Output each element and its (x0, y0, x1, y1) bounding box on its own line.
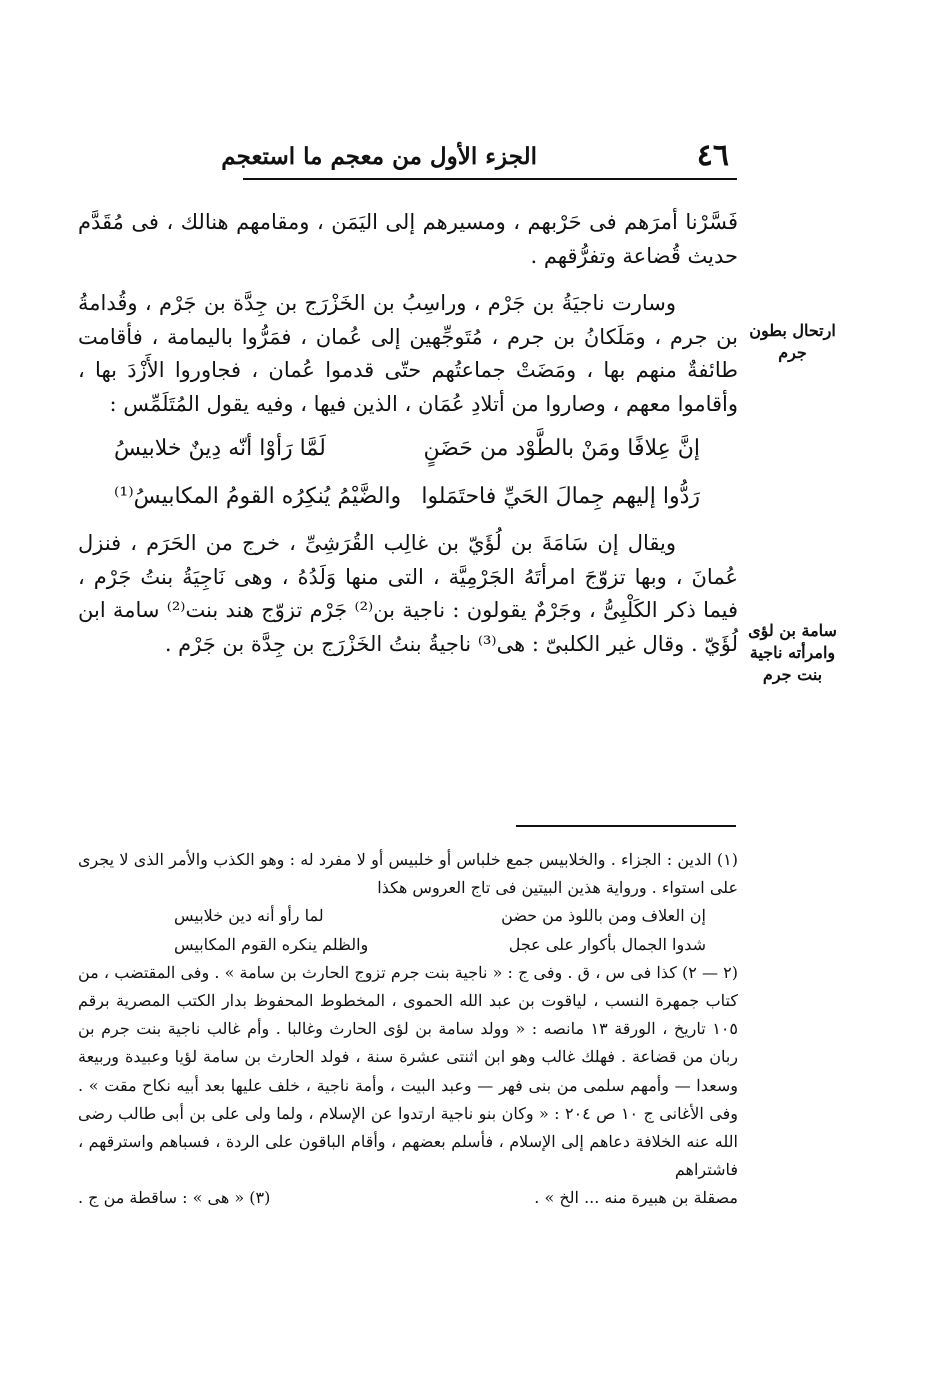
footnote-verse-line (78, 931, 738, 959)
page-header (221, 138, 737, 174)
paragraph: فَسَّرْنا أمرَهم فى حَرْبهم ، ومسيرهم إلى اليَمَن ، ومقامهم هنالك ، فى مُقَدَّم حديث قُضاعة وتفرُّقهم . (78, 210, 738, 268)
verse-hemistich-second: والظلم ينكره القوم المكابيس (174, 934, 369, 954)
poem (78, 425, 738, 521)
running-title: الجزء الأول من معجم ما استعجم (221, 143, 537, 170)
verse-hemistich-first: إنَّ عِلافًا ومَنْ بالطَّوْد من حَضَنٍ (423, 436, 700, 461)
paragraph: ويقال إن سَامَةَ بن لُؤَيّ بن غالِب القُرَشِىِّ ، خرج من الحَرَم ، فنزل عُمانَ ، وبها تزوّجَ امرأتَهُ الجَرْمِيَّة ، التى منها وَلَدُهُ ، وهى نَاجِيَةُ بنتُ جَرْم ، فيما ذكر الكَلْبِىُّ ، وجَرْمٌ يقولون : ناجية بن⁽²⁾ جَرْم تزوّج هند بنت⁽²⁾ سامة ابن لُؤَيّ . وقال غير الكلبىّ : هى⁽³⁾ ناجيةُ بنتُ الخَزْرَج بن جِدَّة بن جَرْم . (78, 531, 738, 656)
page-number: ٤٦ (696, 138, 729, 173)
verse-hemistich-second: لما رأو أنه دين خلابيس (174, 906, 324, 926)
footnote: (٢ — ٢) كذا فى س ، ق . وفى ج : « ناجية بنت جرم تزوج الحارث بن سامة » . وفى المقتضب ، من كتاب جمهرة النسب ، لياقوت بن عبد الله الحموى ، المخطوط المحفوظ بدار الكتب المصرية برقم ١٠٥ تاريخ ، الورقة ١٣ مانصه : « وولد سامة بن لؤى الحارث وغالبا . وأم غالب ناجية بنت جرم بن ربان من قضاعة . فهلك غالب وهو ابن اثنتى عشرة سنة ، فولد الحارث بن سامة لؤيا وعبيدة وربيعة وسعدا — وأمهم سلمى من بنى فهر — وعبد البيت ، وأمة ناجية ، خلف عليها بعد أبيه نكاح مقت » . وفى الأغانى ج ١٠ ص ٢٠٤ : « وكان بنو ناجية ارتدوا عن الإسلام ، ولما ولى على بن أبى طالب رضى الله عنه الخلافة دعاهم إلى الإسلام ، فأسلم بعضهم ، وأقام الباقون على الردة ، فسباهم واسترقهم ، فاشتراهم (78, 962, 739, 1180)
verse-hemistich-second: لَمَّا رَأوْا أنّه دِينٌ خلابيسُ (114, 436, 326, 461)
margin-note: سامة بن لؤى وامرأته ناجية بنت جرم (748, 621, 837, 684)
paragraph: وسارت ناجيَةُ بن جَرْم ، وراسِبُ بن الخَزْرَج بن جِدَّة بن جَرْم ، وقُدامةُ بن جرم ، ومَلَكانُ بن جرم ، مُتَوجِّهين إلى عُمان ، فمَرُّوا باليمامة ، فأقامت طائفةٌ منهم بها ، ومَضَتْ جماعتُهم حتّى قدموا عُمان ، فجاوروا الأَزْدَ بها ، وأقاموا معهم ، وصاروا من أتلادِ عُمَان ، الذين فيها ، وفيه يقول المُتَلَمِّس : (78, 291, 738, 416)
verse-hemistich-first: رَدُّوا إليهم جِمالَ الحَيِّ فاحتَمَلوا (421, 484, 700, 509)
footnote: (١) الدين : الجزاء . والخلابيس جمع خلباس أو خلبيس أو لا مفرد له : وهو الكذب والأمر الذى لا يجرى على استواء . ورواية هذين البيتين فى تاج العروس هكذا (78, 850, 739, 898)
verse-line (78, 425, 738, 473)
footnote-continuation: مصقلة بن هبيرة منه ... الخ » . (534, 1188, 738, 1208)
footnotes (78, 846, 738, 1213)
main-text (78, 206, 738, 661)
footnote: (٣) « هى » : ساقطة من ج . (78, 1188, 271, 1208)
header-divider (243, 178, 737, 180)
verse-hemistich-first: شدوا الجمال بأكوار على عجل (508, 934, 706, 954)
verse-hemistich-first: إن العلاف ومن باللوذ من حضن (501, 906, 706, 926)
footnote-divider (516, 825, 736, 827)
margin-note: ارتحال بطون جرم (749, 321, 836, 362)
verse-line (78, 473, 738, 521)
footnote-verse-line (78, 902, 738, 930)
verse-hemistich-second: والضَّيْمُ يُنكِرُه القومُ المكابيسُ⁽¹⁾ (114, 484, 402, 509)
footnote-last-line (78, 1184, 738, 1212)
